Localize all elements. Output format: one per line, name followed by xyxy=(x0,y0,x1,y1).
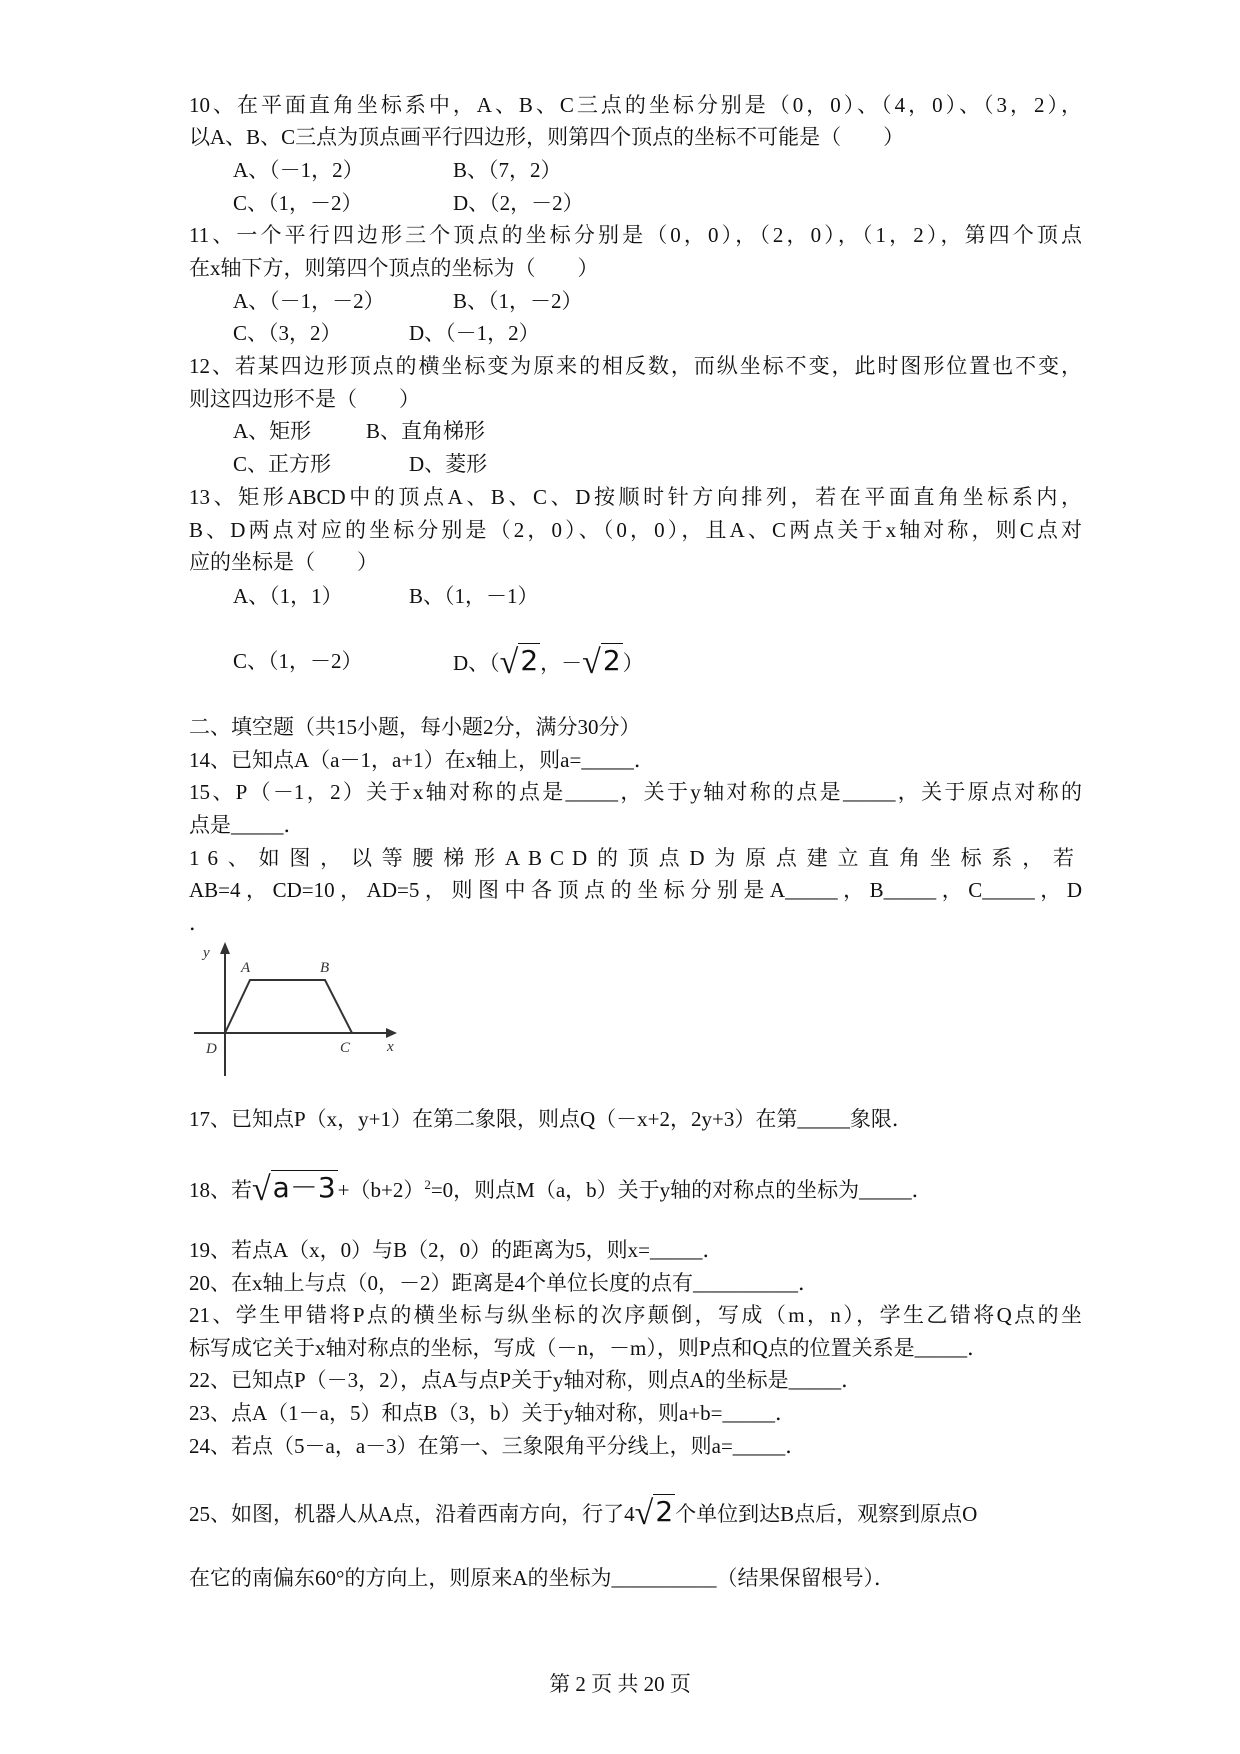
page-footer: 第 2 页 共 20 页 xyxy=(549,1672,691,1696)
option-d xyxy=(453,644,644,681)
option-a: A、（－1，－2） xyxy=(233,289,385,313)
question-17: 17、已知点P（x，y+1）在第二象限，则点Q（－x+2，2y+3）在第_____象限． xyxy=(189,1107,913,1131)
radicand: 2 xyxy=(602,644,621,677)
label-a: A xyxy=(241,960,251,976)
option-c: C、（1，－2） xyxy=(233,649,363,673)
question-25-line-2: 在它的南偏东60°的方向上，则原来A的坐标为__________（结果保留根号）． xyxy=(189,1566,896,1590)
question-14: 14、已知点A（a－1，a+1）在x轴上，则a=_____． xyxy=(189,748,655,772)
question-text: =0，则点M（a，b）关于y轴的对称点的坐标为_____． xyxy=(430,1178,933,1202)
radical-sign-icon: √ xyxy=(582,644,601,681)
sqrt-expression xyxy=(634,1495,676,1532)
sqrt-expression xyxy=(582,644,623,681)
question-text: 应的坐标是（ ） xyxy=(189,550,378,574)
radical-sign-icon: √ xyxy=(252,1171,271,1208)
label-y: y xyxy=(203,945,210,961)
question-16-line-3: ． xyxy=(189,911,210,935)
option-b: B、（1，－2） xyxy=(453,289,583,313)
question-19: 19、若点A（x，0）与B（2，0）的距离为5，则x=_____． xyxy=(189,1238,724,1262)
radicand: a－3 xyxy=(272,1171,336,1204)
question-text: 在x轴下方，则第四个顶点的坐标为（ ） xyxy=(189,256,599,280)
option-c: C、正方形 xyxy=(233,452,332,476)
question-16-line-2: AB=4，CD=10，AD=5，则图中各顶点的坐标分别是A_____，B_____，C_____，D xyxy=(189,878,1082,902)
question-text: 12、若某四边形顶点的横坐标变为原来的相反数，而纵坐标不变，此时图形位置也不变， xyxy=(189,354,1082,378)
x-axis-arrow-icon xyxy=(386,1028,397,1038)
trapezoid-figure xyxy=(180,930,420,1085)
option-a: A、（－1，2） xyxy=(233,158,364,182)
radicand: 2 xyxy=(655,1495,674,1528)
option-prefix: D、（ xyxy=(453,651,500,675)
option-suffix: ） xyxy=(622,651,644,675)
question-15-line-1: 15、P（－1，2）关于x轴对称的点是_____，关于y轴对称的点是_____，关于原点对称的 xyxy=(189,780,1082,804)
question-23: 23、点A（1－a，5）和点B（3，b）关于y轴对称，则a+b=_____． xyxy=(189,1401,796,1425)
question-text: 以A、B、C三点为顶点画平行四边形，则第四个顶点的坐标不可能是（ ） xyxy=(189,125,905,149)
sqrt-expression xyxy=(252,1171,338,1208)
option-a: A、矩形 xyxy=(233,419,312,443)
sqrt-expression xyxy=(499,644,541,681)
option-a: A、（1，1） xyxy=(233,584,343,608)
question-text: 则这四边形不是（ ） xyxy=(189,387,420,411)
section-heading: 二、填空题（共15小题，每小题2分，满分30分） xyxy=(189,715,641,739)
question-text: 13、矩形ABCD中的顶点A、B、C、D按顺时针方向排列，若在平面直角坐标系内， xyxy=(189,485,1082,509)
question-text: 个单位到达B点后，观察到原点O xyxy=(675,1502,978,1526)
label-d: D xyxy=(206,1041,217,1057)
question-21-line-2: 标写成它关于x轴对称点的坐标，写成（－n，－m），则P点和Q点的位置关系是_____． xyxy=(189,1336,989,1360)
question-text: 11、一个平行四边形三个顶点的坐标分别是（0，0），（2，0），（1，2），第四个顶点 xyxy=(189,223,1082,247)
option-b: B、（1，－1） xyxy=(409,584,539,608)
trapezoid-abcd xyxy=(225,980,352,1033)
label-b: B xyxy=(320,960,330,976)
question-25-line-1 xyxy=(189,1495,978,1532)
option-d: D、菱形 xyxy=(409,452,488,476)
question-21-line-1: 21、学生甲错将P点的横坐标与纵坐标的次序颠倒，写成（m，n），学生乙错将Q点的坐 xyxy=(189,1303,1082,1327)
question-text: +（b+2） xyxy=(337,1178,425,1202)
option-d: D、（2，－2） xyxy=(453,191,584,215)
option-b: B、（7，2） xyxy=(453,158,562,182)
question-16-line-1: 16、如图，以等腰梯形ABCD的顶点D为原点建立直角坐标系，若 xyxy=(189,846,1082,870)
question-22: 22、已知点P（－3，2），点A与点P关于y轴对称，则点A的坐标是_____． xyxy=(189,1368,863,1392)
label-x: x xyxy=(387,1039,394,1055)
radicand: 2 xyxy=(520,644,539,677)
question-20: 20、在x轴上与点（0，－2）距离是4个单位长度的点有__________． xyxy=(189,1271,819,1295)
question-18 xyxy=(189,1171,933,1208)
option-c: C、（1，－2） xyxy=(233,191,363,215)
question-15-line-2: 点是_____． xyxy=(189,813,305,837)
exponent: 2 xyxy=(424,1177,431,1192)
question-24: 24、若点（5－a，a－3）在第一、三象限角平分线上，则a=_____． xyxy=(189,1434,807,1458)
y-axis-arrow-icon xyxy=(220,942,230,954)
question-prefix: 18、若 xyxy=(189,1178,252,1202)
question-prefix: 25、如图，机器人从A点，沿着西南方向，行了4 xyxy=(189,1502,635,1526)
option-d: D、（－1，2） xyxy=(409,321,540,345)
question-text: B、D两点对应的坐标分别是（2，0）、（0，0），且A、C两点关于x轴对称，则C点对 xyxy=(189,518,1082,542)
radical-sign-icon: √ xyxy=(634,1495,654,1532)
question-text: 10、在平面直角坐标系中，A、B、C三点的坐标分别是（0，0）、（4，0）、（3，2）， xyxy=(189,93,1082,117)
option-b: B、直角梯形 xyxy=(366,419,486,443)
option-mid: ，－ xyxy=(540,651,583,675)
radical-sign-icon: √ xyxy=(499,644,519,681)
label-c: C xyxy=(340,1040,351,1056)
option-c: C、（3，2） xyxy=(233,321,342,345)
